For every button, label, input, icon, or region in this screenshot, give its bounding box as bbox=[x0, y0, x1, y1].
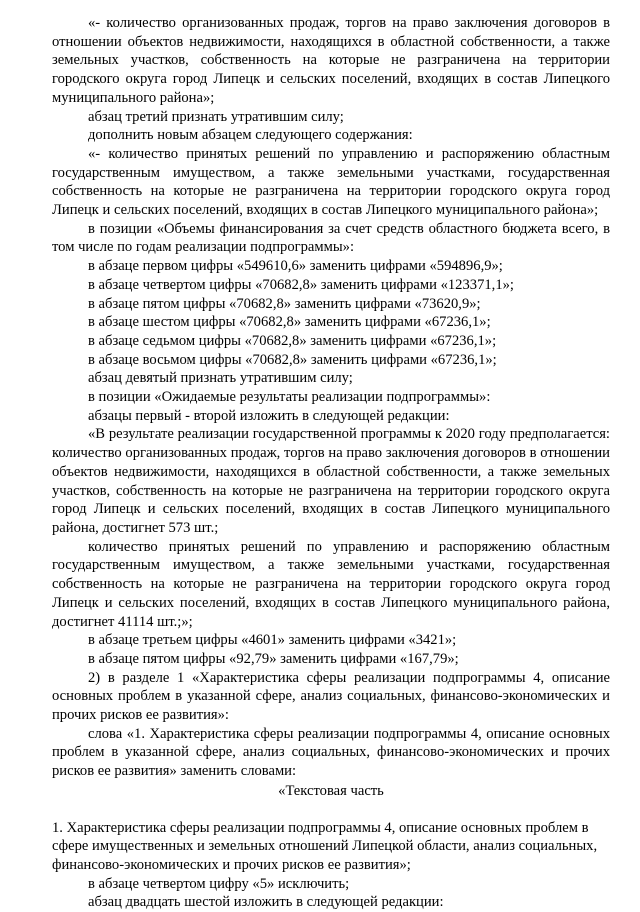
paragraph: «- количество принятых решений по управлению и распоряжению областным государственным имуществом, а также земельными участками, государственная собственность на которые не разграничена на территории городского округа город Липецк и сельских поселений, входящих в состав Липецкого муниципального района»; bbox=[52, 145, 610, 219]
paragraph: количество принятых решений по управлению и распоряжению областным государственным имуществом, а также земельными участками, государственная собственность на которые не разграничена на территории городского округа город Липецк и сельских поселений, входящих в состав Липецкого муниципального района, достигнет 41114 шт.;»; bbox=[52, 538, 610, 630]
paragraph: в позиции «Ожидаемые результаты реализации подпрограммы»: bbox=[88, 389, 491, 406]
section-heading: «Текстовая часть bbox=[278, 782, 384, 799]
paragraph: 1. Характеристика сферы реализации подпрограммы 4, описание основных проблем в сфере имущественных и земельных отношений Липецкой области, анализ социальных, финансово-экономических и прочих рисков ее развития»; bbox=[52, 819, 598, 873]
paragraph: в позиции «Объемы финансирования за счет средств областного бюджета всего, в том числе по годам реализации подпрограммы»: bbox=[52, 220, 610, 256]
paragraph: в абзаце пятом цифры «70682,8» заменить цифрами «73620,9»; bbox=[88, 295, 481, 312]
paragraph: 2) в разделе 1 «Характеристика сферы реализации подпрограммы 4, описание основных проблем в указанной сфере, анализ социальных, финансово-экономических и прочих рисков ее развития»: bbox=[52, 669, 610, 724]
paragraph: в абзаце восьмом цифры «70682,8» заменить цифрами «67236,1»; bbox=[88, 351, 497, 368]
paragraph: абзац девятый признать утратившим силу; bbox=[88, 370, 353, 387]
paragraph: слова «1. Характеристика сферы реализации подпрограммы 4, описание основных проблем в указанной сфере, анализ социальных, финансово-экономических и прочих рисков ее развития» заменить словами: bbox=[52, 725, 610, 780]
paragraph: в абзаце третьем цифры «4601» заменить цифрами «3421»; bbox=[88, 632, 457, 649]
paragraph: в абзаце седьмом цифры «70682,8» заменить цифрами «67236,1»; bbox=[88, 332, 497, 349]
paragraph: в абзаце пятом цифры «92,79» заменить цифрами «167,79»; bbox=[88, 650, 459, 667]
document-page bbox=[52, 14, 610, 912]
blank-line bbox=[52, 801, 610, 819]
paragraph: дополнить новым абзацем следующего содержания: bbox=[88, 127, 413, 144]
paragraph: в абзаце первом цифры «549610,6» заменить цифрами «594896,9»; bbox=[88, 258, 503, 275]
paragraph: в абзаце шестом цифры «70682,8» заменить цифрами «67236,1»; bbox=[88, 314, 491, 331]
paragraph: в абзаце четвертом цифру «5» исключить; bbox=[88, 875, 350, 892]
paragraph: в абзаце четвертом цифры «70682,8» заменить цифрами «123371,1»; bbox=[88, 276, 514, 293]
paragraph: абзацы первый - второй изложить в следующей редакции: bbox=[88, 407, 450, 424]
paragraph: «- количество организованных продаж, торгов на право заключения договоров в отношении объектов недвижимости, находящихся в областной собственности, а также земельных участков, собственность на которые не разграничена на территории городского округа город Липецк и сельских поселений, входящих в состав Липецкого муниципального района»; bbox=[52, 15, 610, 106]
paragraph: «В результате реализации государственной программы к 2020 году предполагается: количество организованных продаж, торгов на право заключения договоров в отношении объектов недвижимости, находящихся в областной собственности, а также земельных участков, собственность на которые не разграничена на территории городского округа город Липецк и сельских поселений, входящих в состав Липецкого муниципального района, достигнет 573 шт.; bbox=[52, 426, 610, 536]
paragraph: абзац третий признать утратившим силу; bbox=[88, 108, 344, 125]
paragraph: абзац двадцать шестой изложить в следующей редакции: bbox=[88, 894, 444, 911]
